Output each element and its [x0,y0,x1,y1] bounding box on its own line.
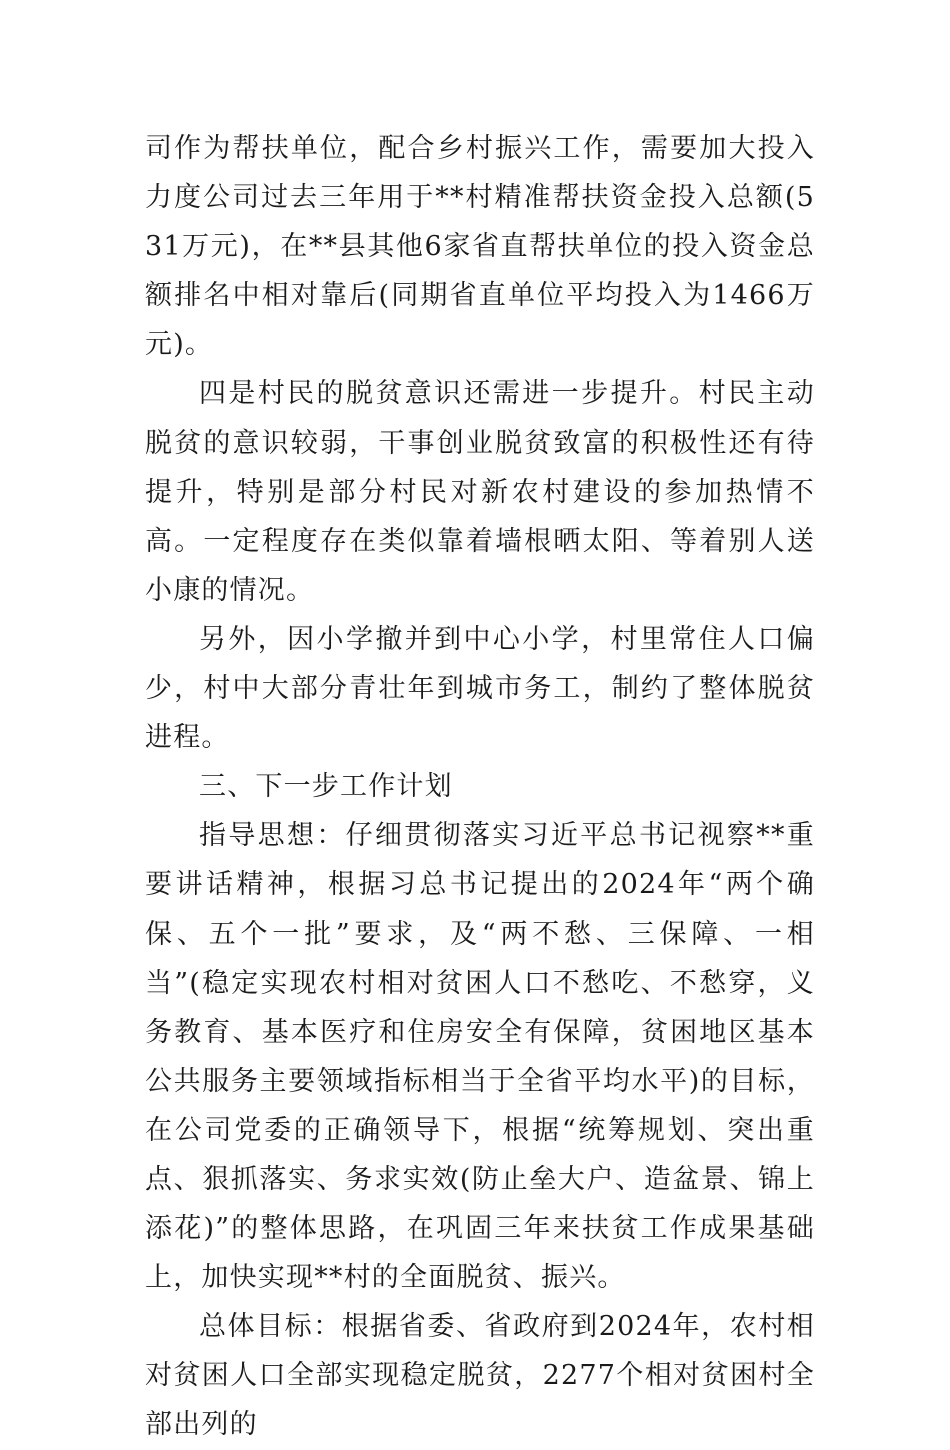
paragraph-guiding-thought: 指导思想：仔细贯彻落实习近平总书记视察**重要讲话精神，根据习总书记提出的2024年“两个确保、五个一批”要求，及“两不愁、三保障、一相当”(稳定实现农村相对贫困人口不愁吃、不愁穿，义务教育、基本医疗和住房安全有保障，贫困地区基本公共服务主要领域指标相当于全省平均水平)的目标，在公司党委的正确领导下，根据“统筹规划、突出重点、狠抓落实、务求实效(防止垒大户、造盆景、锦上添花)”的整体思路，在巩固三年来扶贫工作成果基础上，加快实现**村的全面脱贫、振兴。 [145,820,815,1294]
paragraph-funding-ranking: 司作为帮扶单位，配合乡村振兴工作，需要加大投入力度公司过去三年用于**村精准帮扶资金投入总额(531万元)，在**县其他6家省直帮扶单位的投入资金总额排名中相对靠后(同期省直单位平均投入为1466万元)。 [145,133,815,361]
document-body [145,124,815,1450]
paragraph-population-outflow: 另外，因小学撤并到中心小学，村里常住人口偏少，村中大部分青壮年到城市务工，制约了整体脱贫进程。 [145,623,815,754]
paragraph-villager-awareness: 四是村民的脱贫意识还需进一步提升。村民主动脱贫的意识较弱，干事创业脱贫致富的积极性还有待提升，特别是部分村民对新农村建设的参加热情不高。一定程度存在类似靠着墙根晒太阳、等着别人送小康的情况。 [145,378,815,606]
paragraph-overall-goal: 总体目标：根据省委、省政府到2024年，农村相对贫困人口全部实现稳定脱贫，2277个相对贫困村全部出列的 [145,1311,815,1441]
section-heading-next-steps: 三、下一步工作计划 [199,771,453,803]
